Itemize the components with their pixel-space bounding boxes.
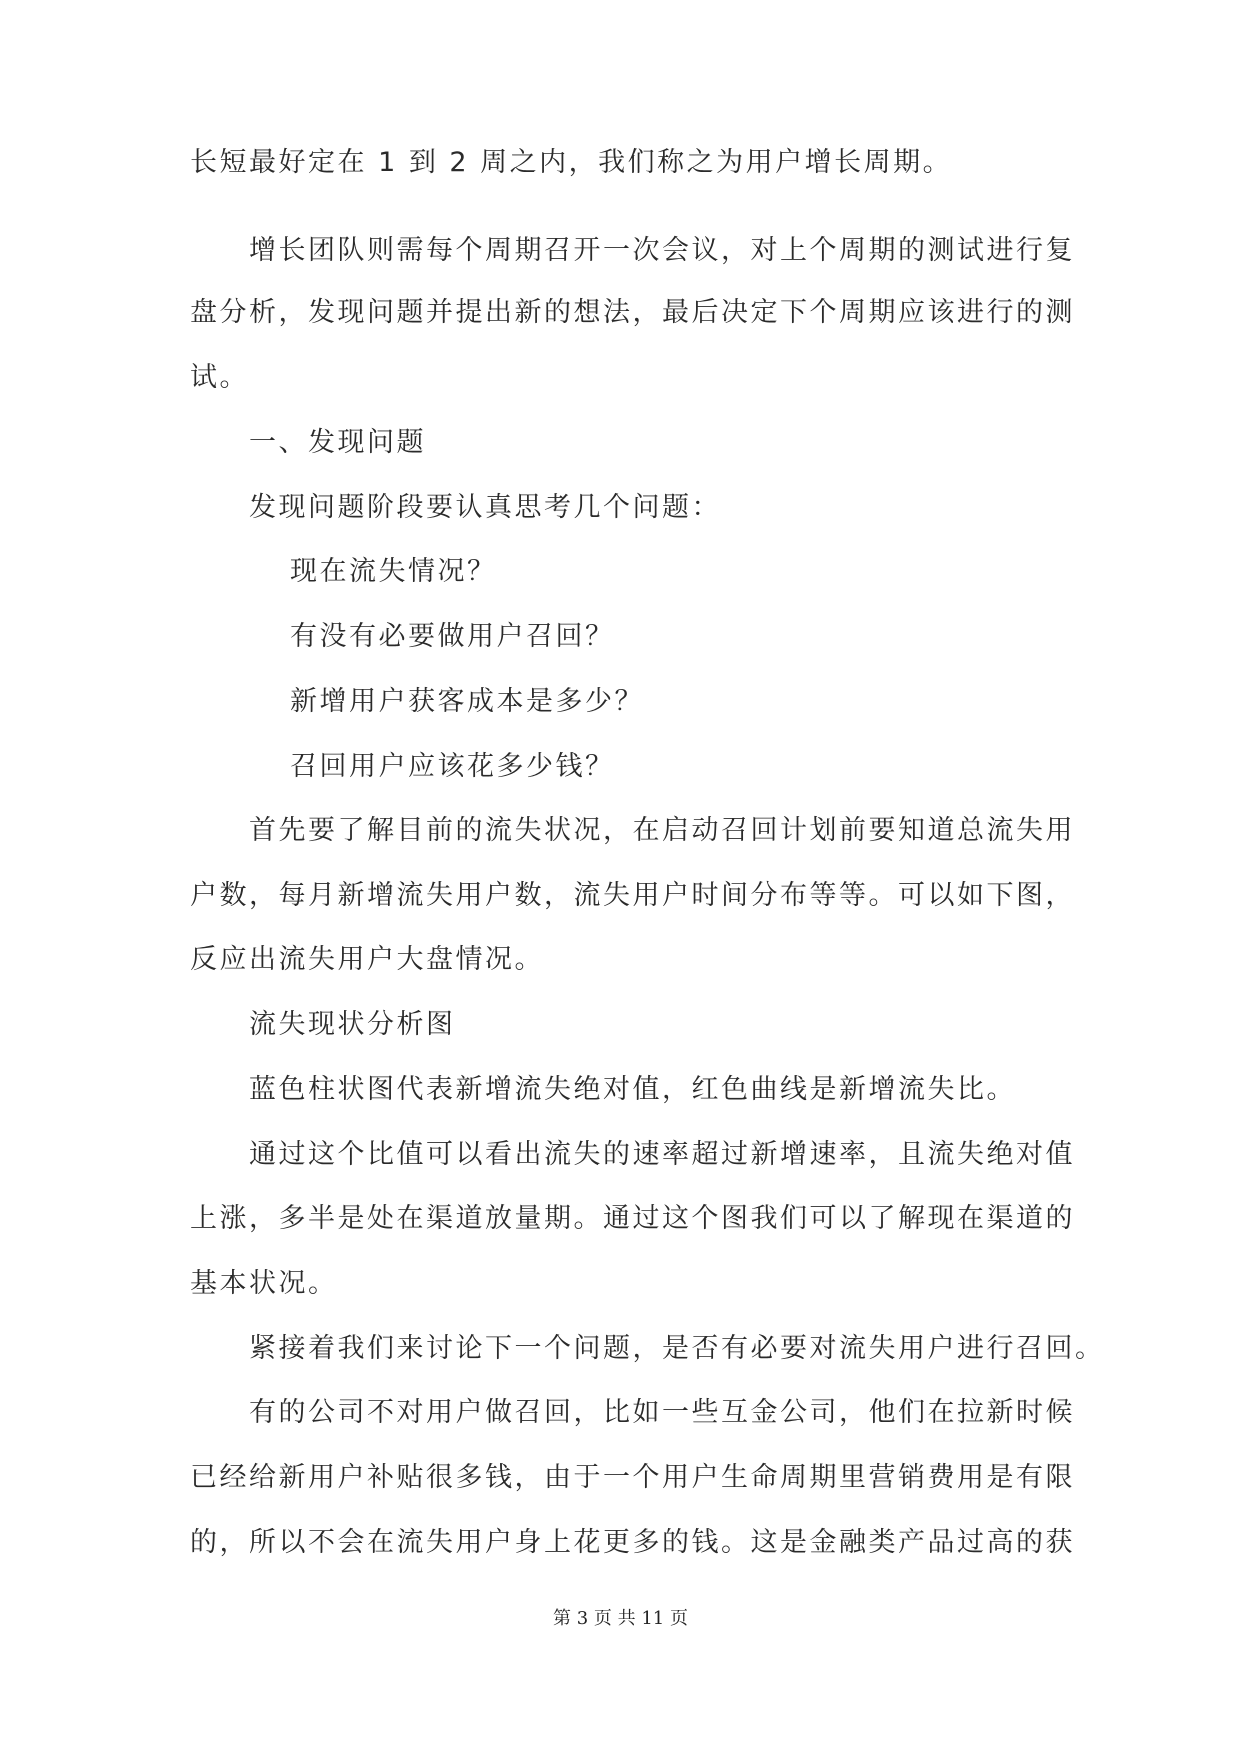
figure-caption: 流失现状分析图 xyxy=(249,1009,456,1040)
page-number-footer: 第 3 页 共 11 页 xyxy=(553,1608,688,1629)
text-line: 紧接着我们来讨论下一个问题，是否有必要对流失用户进行召回。 xyxy=(249,1333,1105,1364)
question-item: 有没有必要做用户召回？ xyxy=(290,621,615,652)
section-heading: 一、发现问题 xyxy=(249,427,426,458)
question-item: 新增用户获客成本是多少？ xyxy=(290,686,644,717)
text-line: 盘分析，发现问题并提出新的想法，最后决定下个周期应该进行的测 xyxy=(190,297,1075,328)
text-line: 长短最好定在 1 到 2 周之内，我们称之为用户增长周期。 xyxy=(190,147,953,178)
text-line: 基本状况。 xyxy=(190,1268,338,1299)
text-line: 通过这个比值可以看出流失的速率超过新增速率，且流失绝对值 xyxy=(249,1139,1075,1170)
text-line: 反应出流失用户大盘情况。 xyxy=(190,944,544,975)
text-line: 发现问题阶段要认真思考几个问题： xyxy=(249,492,721,523)
text-line: 的，所以不会在流失用户身上花更多的钱。这是金融类产品过高的获 xyxy=(190,1527,1075,1558)
text-line: 蓝色柱状图代表新增流失绝对值，红色曲线是新增流失比。 xyxy=(249,1074,1016,1105)
question-item: 现在流失情况？ xyxy=(290,556,497,587)
text-line: 有的公司不对用户做召回，比如一些互金公司，他们在拉新时候 xyxy=(249,1397,1075,1428)
text-line: 户数，每月新增流失用户数，流失用户时间分布等等。可以如下图， xyxy=(190,880,1075,911)
text-line: 试。 xyxy=(190,362,249,393)
text-line: 已经给新用户补贴很多钱，由于一个用户生命周期里营销费用是有限 xyxy=(190,1462,1075,1493)
text-line: 增长团队则需每个周期召开一次会议，对上个周期的测试进行复 xyxy=(249,235,1075,266)
text-line: 首先要了解目前的流失状况，在启动召回计划前要知道总流失用 xyxy=(249,815,1075,846)
text-line: 上涨，多半是处在渠道放量期。通过这个图我们可以了解现在渠道的 xyxy=(190,1203,1075,1234)
question-item: 召回用户应该花多少钱？ xyxy=(290,751,615,782)
